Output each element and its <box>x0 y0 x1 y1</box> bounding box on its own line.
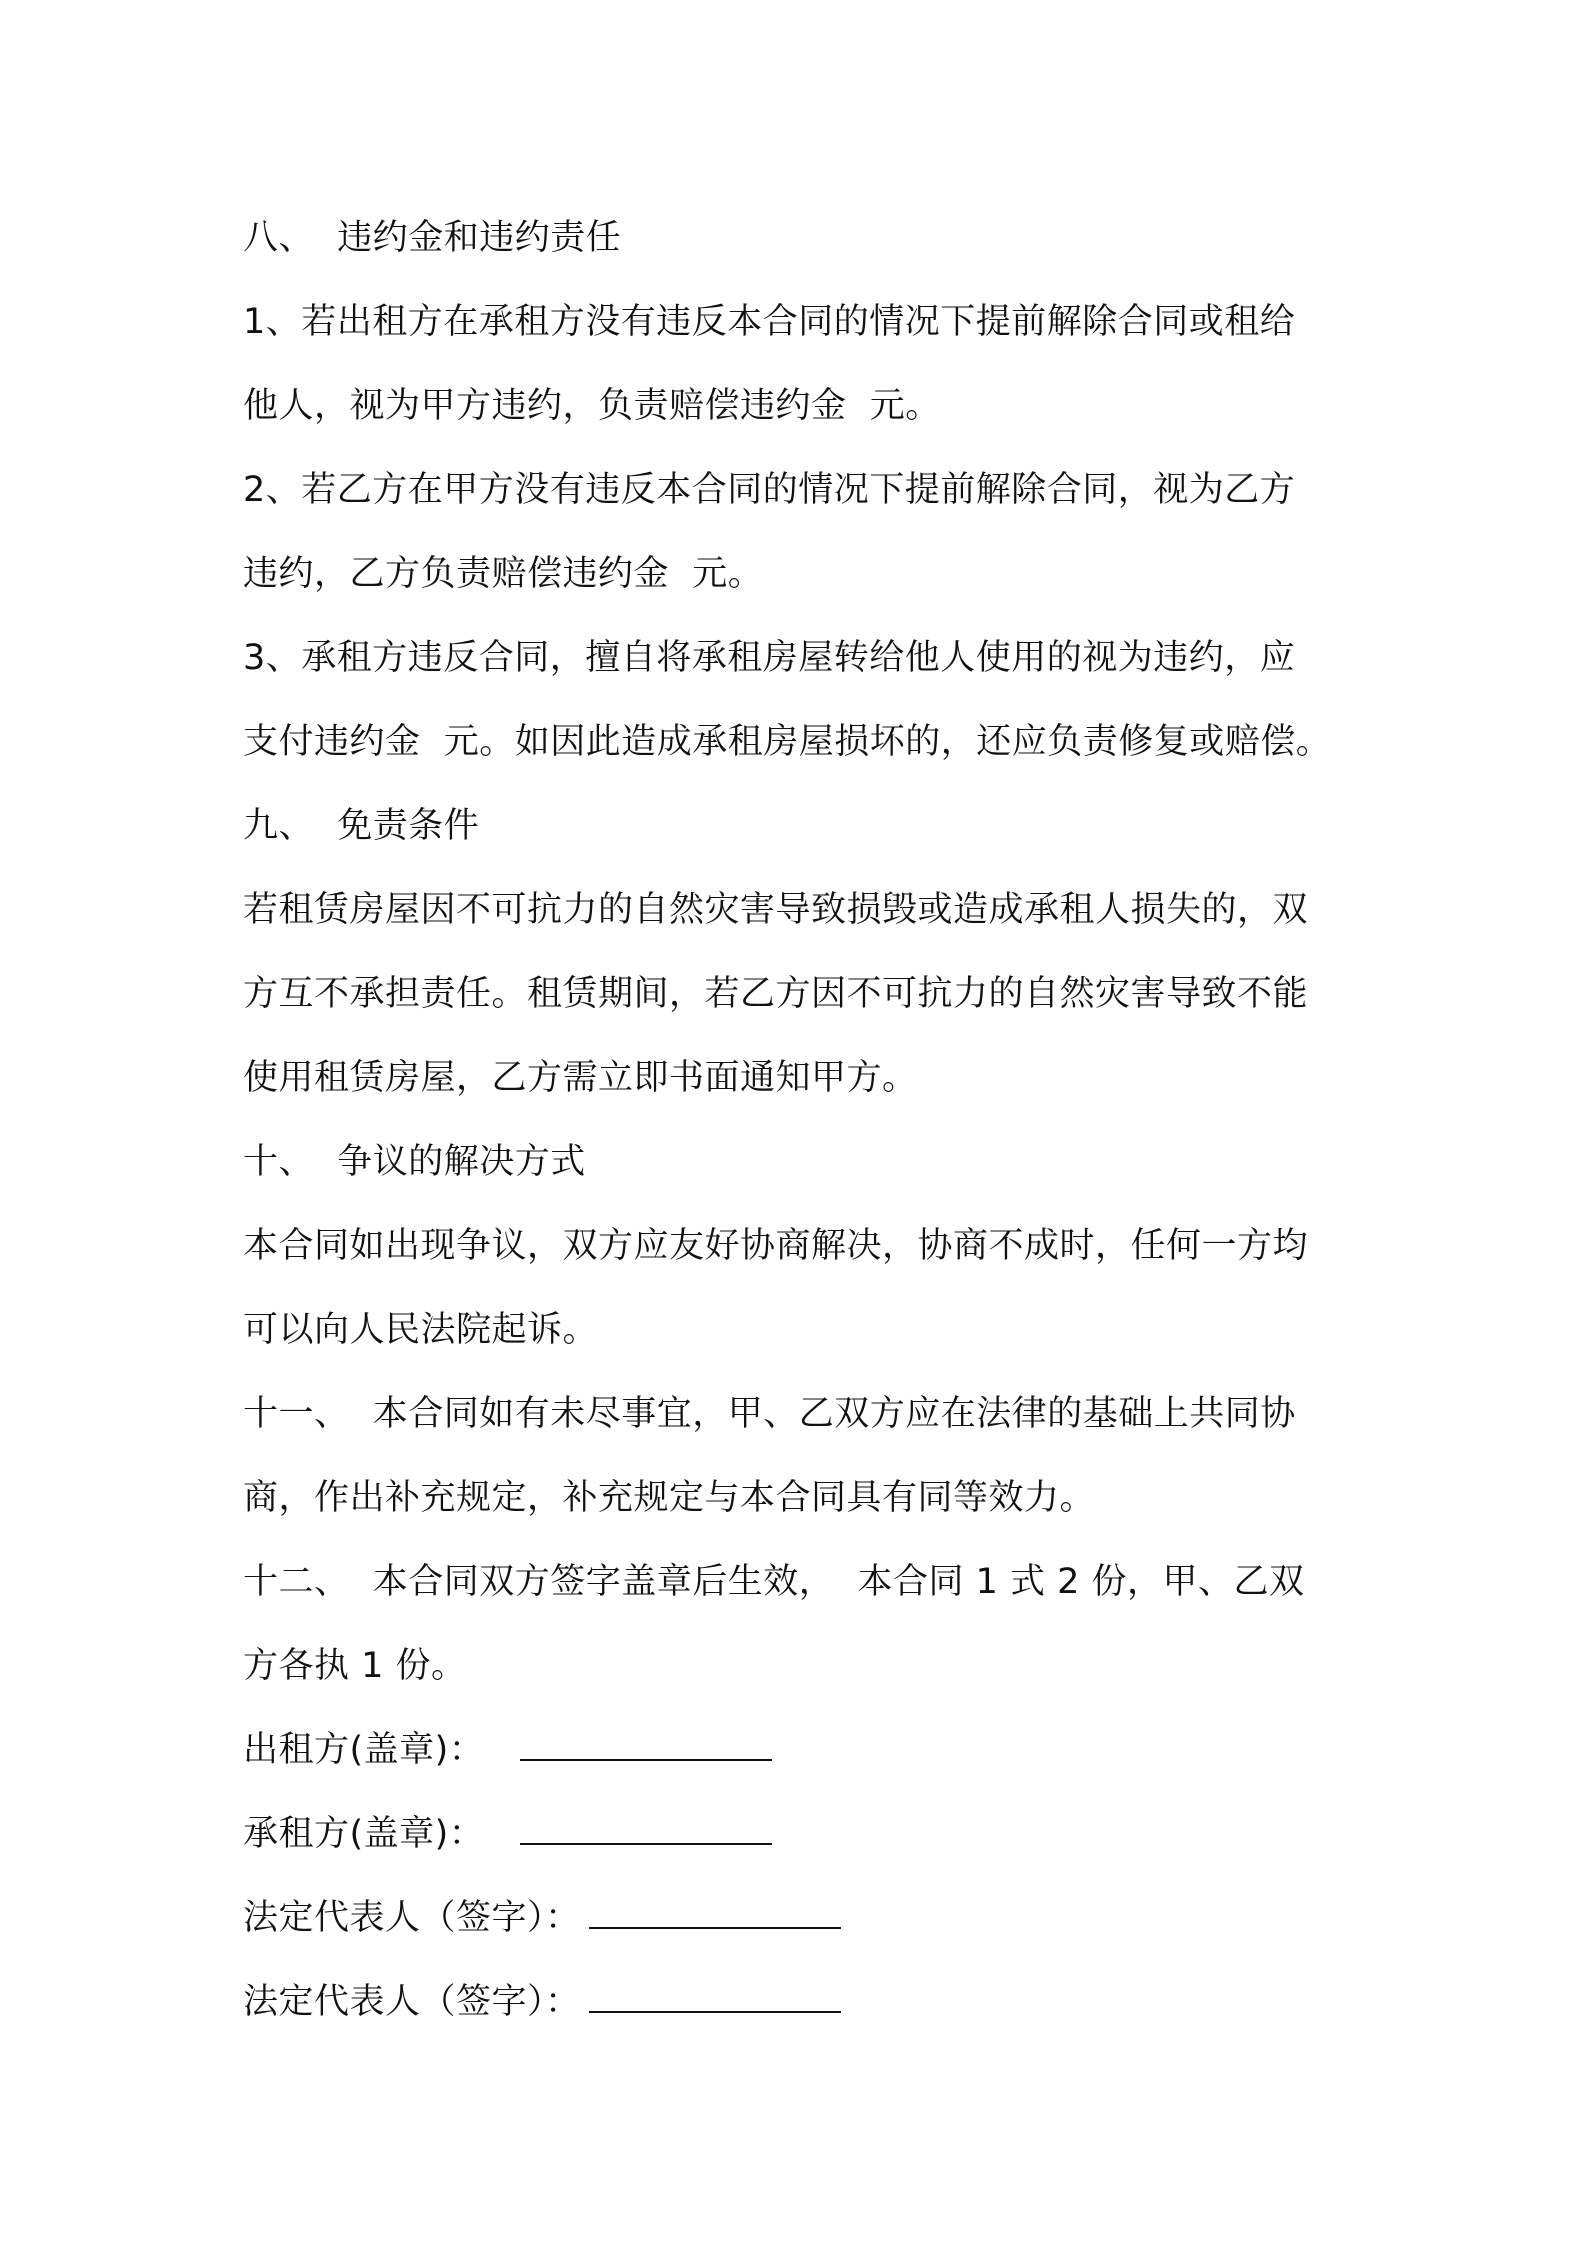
paragraph-line: 使用租赁房屋，乙方需立即书面通知甲方。 <box>243 1058 918 1098</box>
section-heading: 八、 违约金和违约责任 <box>243 218 622 258</box>
lessor-signature-row <box>243 1708 1373 1792</box>
representative-signature-row <box>243 1960 1373 2044</box>
lessee-signature-row <box>243 1792 1373 1876</box>
representative-label: 法定代表人（签字）： <box>243 1898 581 1938</box>
paragraph-line: 他人，视为甲方违约，负责赔偿违约金 元。 <box>243 386 941 426</box>
section-heading: 十、 争议的解决方式 <box>243 1142 586 1182</box>
representative-label: 法定代表人（签字）： <box>243 1982 581 2022</box>
representative-signature-blank[interactable] <box>589 1897 841 1929</box>
lessee-seal-blank[interactable] <box>520 1813 772 1845</box>
paragraph-line: 1、若出租方在承租方没有违反本合同的情况下提前解除合同或租给 <box>243 302 1296 342</box>
paragraph-line: 违约，乙方负责赔偿违约金 元。 <box>243 554 764 594</box>
paragraph-line: 2、若乙方在甲方没有违反本合同的情况下提前解除合同，视为乙方 <box>243 470 1296 510</box>
representative-signature-row <box>243 1876 1373 1960</box>
lessor-seal-blank[interactable] <box>520 1729 772 1761</box>
section-heading: 九、 免责条件 <box>243 806 480 846</box>
paragraph-line: 十二、 本合同双方签字盖章后生效， 本合同 1 式 2 份，甲、乙双 <box>243 1562 1305 1602</box>
paragraph-line: 若租赁房屋因不可抗力的自然灾害导致损毁或造成承租人损失的，双 <box>243 890 1309 930</box>
paragraph-line: 商，作出补充规定，补充规定与本合同具有同等效力。 <box>243 1478 1096 1518</box>
lessor-seal-label: 出租方(盖章)： <box>243 1730 485 1770</box>
paragraph-line: 支付违约金 元。如因此造成承租房屋损坏的，还应负责修复或赔偿。 <box>243 722 1332 762</box>
representative-signature-blank[interactable] <box>589 1981 841 2013</box>
contract-body <box>243 196 1373 2044</box>
paragraph-line: 方互不承担责任。租赁期间，若乙方因不可抗力的自然灾害导致不能 <box>243 974 1309 1014</box>
paragraph-line: 本合同如出现争议，双方应友好协商解决，协商不成时，任何一方均 <box>243 1226 1309 1266</box>
paragraph-line: 可以向人民法院起诉。 <box>243 1310 599 1350</box>
paragraph-line: 十一、 本合同如有未尽事宜，甲、乙双方应在法律的基础上共同协 <box>243 1394 1296 1434</box>
paragraph-line: 方各执 1 份。 <box>243 1646 467 1686</box>
lessee-seal-label: 承租方(盖章)： <box>243 1814 485 1854</box>
paragraph-line: 3、承租方违反合同，擅自将承租房屋转给他人使用的视为违约，应 <box>243 638 1296 678</box>
